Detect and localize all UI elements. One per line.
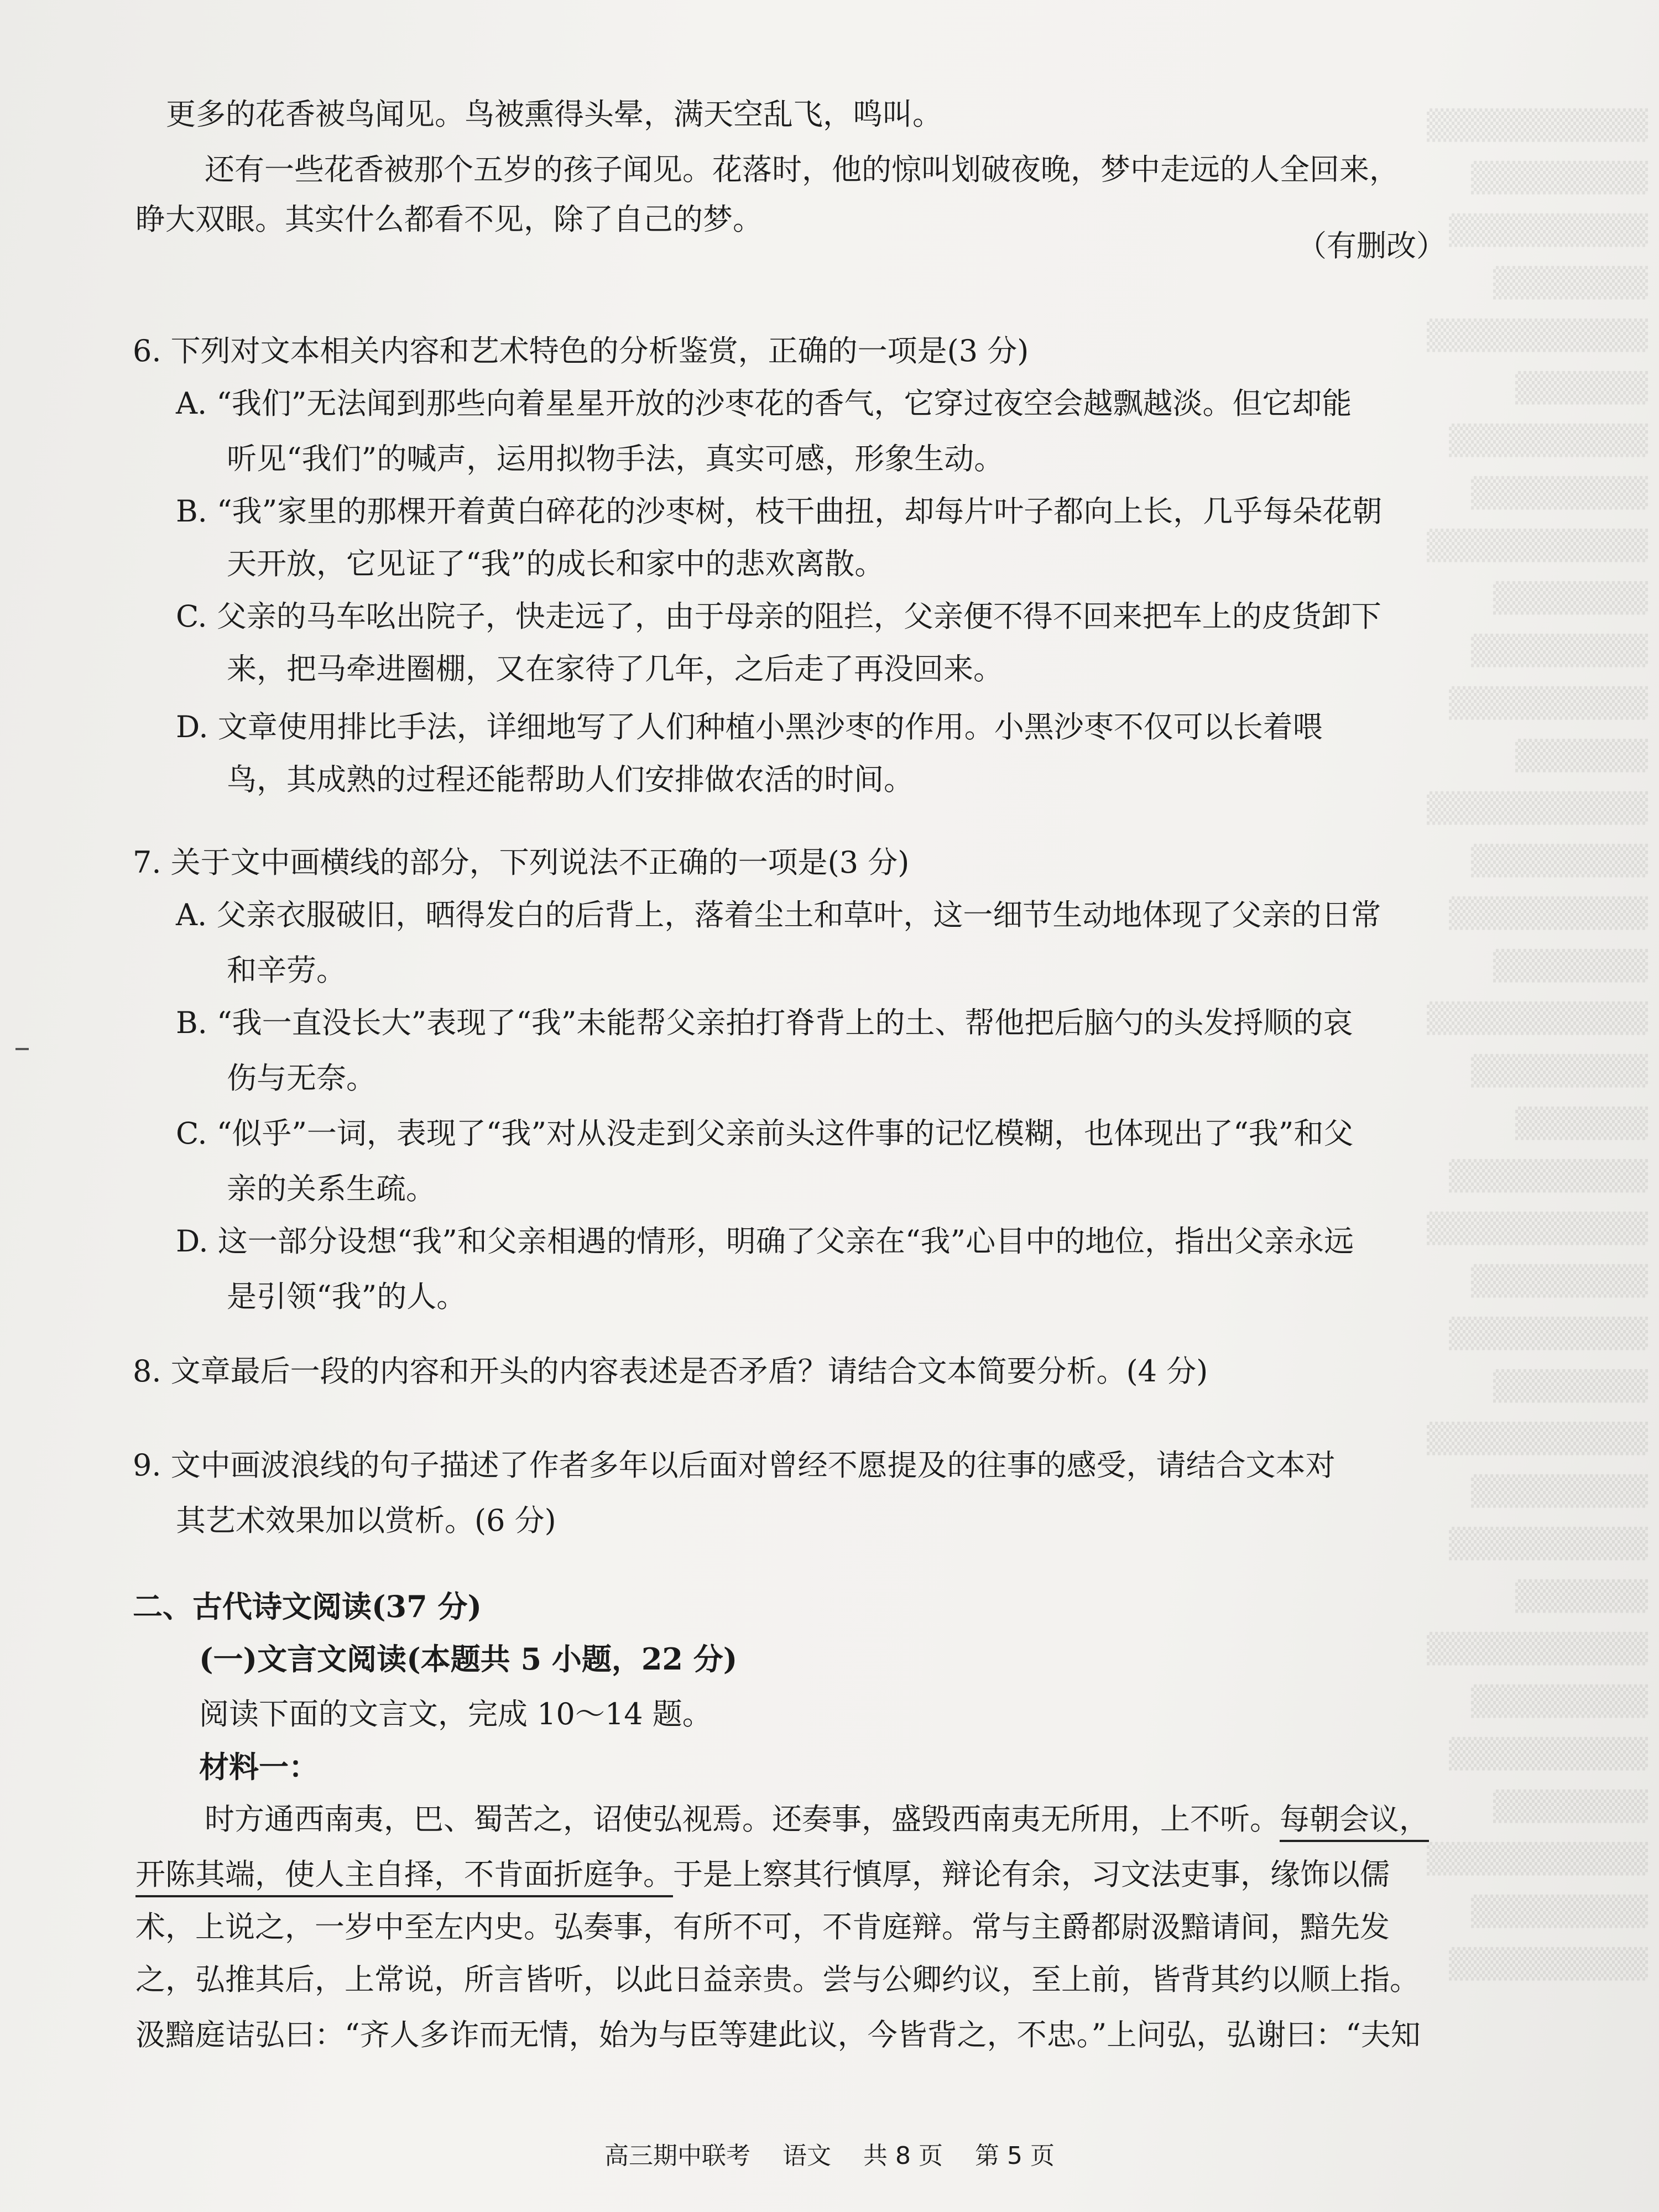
underlined-sentence-part-1: 每朝会议， — [1280, 1802, 1429, 1842]
question-6-option-c-line-1: C. 父亲的马车吆出院子，快走远了，由于母亲的阻拦，父亲便不得不回来把车上的皮货卸下 — [176, 599, 1381, 634]
classical-text-line-1-part-1: 时方通西南夷，巴、蜀苦之，诏使弘视焉。还奏事，盛毁西南夷无所用，上不听。 — [205, 1802, 1280, 1837]
question-6-option-a-line-1: A. “我们”无法闻到那些向着星星开放的沙枣花的香气，它穿过夜空会越飘越淡。但它却能 — [176, 386, 1352, 421]
section-2-instruction: 阅读下面的文言文，完成 10～14 题。 — [199, 1697, 712, 1731]
question-6-option-d-line-2: 鸟，其成熟的过程还能帮助人们安排做农活的时间。 — [227, 762, 914, 797]
classical-text-line-1 — [205, 1800, 1429, 1839]
question-6-option-a-line-2: 听见“我们”的喊声，运用拟物手法，真实可感，形象生动。 — [227, 441, 1004, 476]
question-7-option-b-line-2: 伤与无奈。 — [227, 1061, 376, 1095]
question-6-option-c-line-2: 来，把马牵进圈棚，又在家待了几年，之后走了再没回来。 — [227, 651, 1003, 686]
footer-exam-name: 高三期中联考 — [604, 2142, 751, 2170]
question-7-option-d-line-1: D. 这一部分设想“我”和父亲相遇的情形，明确了父亲在“我”心目中的地位，指出父亲永远 — [176, 1224, 1354, 1259]
footer-total-pages: 共 8 页 — [863, 2142, 943, 2170]
question-6-option-b-line-2: 天开放，它见证了“我”的成长和家中的悲欢离散。 — [227, 546, 885, 581]
story-paragraph-2-line-2: 睁大双眼。其实什么都看不见，除了自己的梦。 — [135, 202, 763, 237]
question-7-option-a-line-1: A. 父亲衣服破旧，晒得发白的后背上，落着尘土和草叶，这一细节生动地体现了父亲的日常 — [176, 898, 1381, 932]
page-footer — [0, 2136, 1659, 2171]
classical-text-line-2-part-2: 于是上察其行慎厚，辩论有余，习文法吏事，缘饰以儒 — [673, 1857, 1390, 1892]
bleed-through-text: ▒▒▒▒▒▒▒▒▒▒ ▒▒▒▒▒▒▒▒ ▒▒▒▒▒▒▒▒▒ ▒▒▒▒▒▒▒ ▒▒▒▒▒▒▒▒▒▒ ▒▒▒▒▒▒ ▒▒▒▒▒▒▒▒▒ ▒▒▒▒▒▒▒▒ ▒▒▒▒▒▒▒▒▒▒ ▒▒▒▒▒▒▒ ▒▒▒▒▒▒▒▒ ▒▒▒▒▒▒▒▒▒ ▒▒▒▒▒▒ ▒▒▒▒▒▒▒▒▒▒ ▒▒▒▒▒▒▒▒ ▒▒▒▒▒▒▒▒▒ ▒▒▒▒▒▒▒ ▒▒▒▒▒▒▒▒▒▒ ▒▒▒▒▒▒▒▒ ▒▒▒▒▒▒ ▒▒▒▒▒▒▒▒▒ ▒▒▒▒▒▒▒▒▒▒ ▒▒▒▒▒▒▒▒ ▒▒▒▒▒▒▒▒▒ ▒▒▒▒▒▒▒ ▒▒▒▒▒▒▒▒▒▒ ▒▒▒▒▒▒▒▒ ▒▒▒▒▒▒▒▒▒ ▒▒▒▒▒▒ ▒▒▒▒▒▒▒▒▒▒ ▒▒▒▒▒▒▒▒ ▒▒▒▒▒▒▒▒▒ ▒▒▒▒▒▒▒ ▒▒▒▒▒▒▒▒▒▒ ▒▒▒▒▒▒▒▒ ▒▒▒▒▒▒▒▒▒ — [1427, 109, 1648, 1981]
revision-note: （有删改） — [1297, 228, 1446, 263]
footer-page-number: 第 5 页 — [975, 2142, 1055, 2170]
question-7-option-d-line-2: 是引领“我”的人。 — [227, 1279, 467, 1314]
question-7-option-c-line-1: C. “似乎”一词，表现了“我”对从没走到父亲前头这件事的记忆模糊，也体现出了“我”和父 — [176, 1116, 1354, 1151]
question-6-stem: 6. 下列对文本相关内容和艺术特色的分析鉴赏，正确的一项是(3 分) — [133, 333, 1029, 368]
question-6-option-b-line-1: B. “我”家里的那棵开着黄白碎花的沙枣树，枝干曲扭，却每片叶子都向上长，几乎每朵花朝 — [176, 494, 1383, 529]
question-9-stem-line-2: 其艺术效果加以赏析。(6 分) — [176, 1503, 556, 1538]
question-9-stem-line-1: 9. 文中画波浪线的句子描述了作者多年以后面对曾经不愿提及的往事的感受，请结合文本对 — [133, 1448, 1335, 1483]
question-7-option-a-line-2: 和辛劳。 — [227, 953, 346, 988]
classical-text-line-2 — [135, 1855, 1390, 1894]
story-paragraph-2-line-1: 还有一些花香被那个五岁的孩子闻见。花落时，他的惊叫划破夜晚，梦中走远的人全回来， — [205, 152, 1399, 187]
question-6-option-d-line-1: D. 文章使用排比手法，详细地写了人们种植小黑沙枣的作用。小黑沙枣不仅可以长着喂 — [176, 709, 1323, 744]
question-7-stem: 7. 关于文中画横线的部分，下列说法不正确的一项是(3 分) — [133, 845, 910, 880]
underlined-sentence-part-2: 开陈其端，使人主自择，不肯面折庭争。 — [135, 1857, 673, 1897]
question-7-option-c-line-2: 亲的关系生疏。 — [227, 1171, 436, 1206]
section-2-subsection-title: (一)文言文阅读(本题共 5 小题，22 分) — [199, 1641, 738, 1677]
classical-text-line-3: 术，上说之，一岁中至左内史。弘奏事，有所不可，不肯庭辩。常与主爵都尉汲黯请间，黯先发 — [135, 1910, 1390, 1944]
classical-text-line-5: 汲黯庭诘弘曰：“齐人多诈而无情，始为与臣等建此议，今皆背之，不忠。”上问弘，弘谢曰：“夫知 — [135, 2017, 1421, 2052]
question-7-option-b-line-1: B. “我一直没长大”表现了“我”未能帮父亲拍打脊背上的土、帮他把后脑勺的头发捋顺的哀 — [176, 1005, 1353, 1040]
material-1-label: 材料一： — [199, 1749, 319, 1785]
margin-tick-mark — [15, 1048, 29, 1050]
story-paragraph-1: 更多的花香被鸟闻见。鸟被熏得头晕，满天空乱飞，鸣叫。 — [166, 97, 942, 132]
footer-subject: 语文 — [782, 2142, 832, 2170]
classical-text-line-4: 之，弘推其后，上常说，所言皆听，以此日益亲贵。尝与公卿约议，至上前，皆背其约以顺上指。 — [135, 1962, 1420, 1997]
question-8-stem: 8. 文章最后一段的内容和开头的内容表述是否矛盾？请结合文本简要分析。(4 分) — [133, 1354, 1208, 1389]
section-2-title: 二、古代诗文阅读(37 分) — [133, 1589, 482, 1624]
